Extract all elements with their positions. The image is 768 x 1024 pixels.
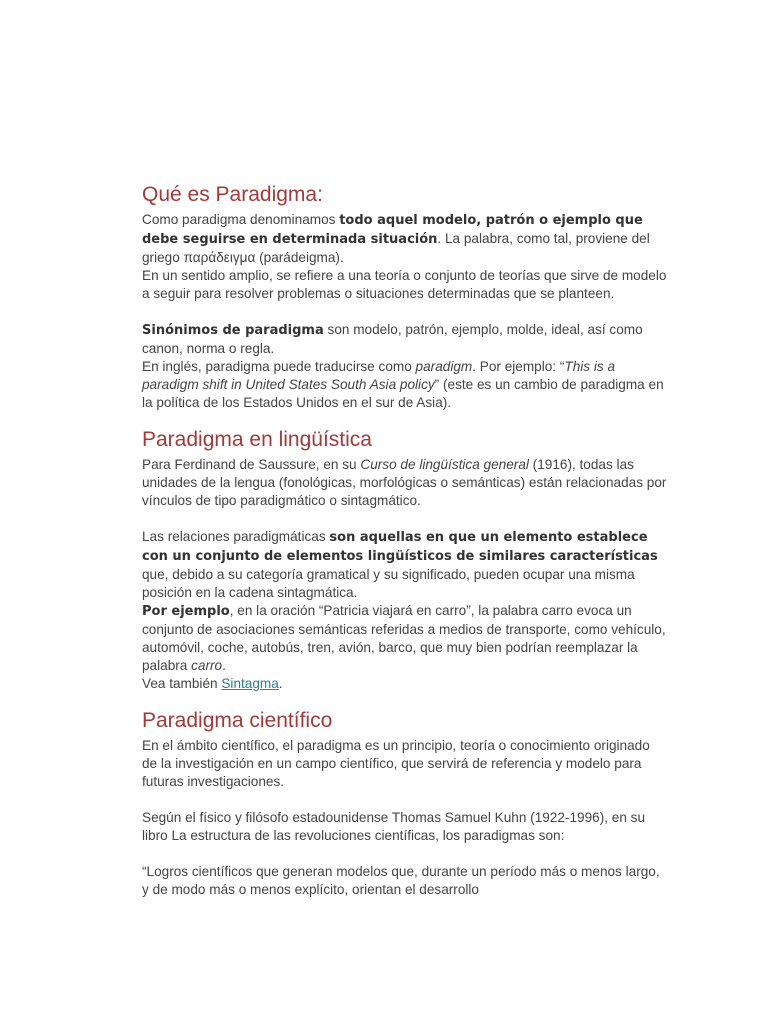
paragraph-quote: “Logros científicos que generan modelos que, durante un período más o menos largo, y de modo más o menos explícito, orientan el desarrollo <box>142 864 660 897</box>
text-run: Para Ferdinand de Saussure, en su <box>142 457 361 472</box>
text-run: Como paradigma denominamos <box>142 212 340 227</box>
paragraph-definition <box>142 211 667 267</box>
bold-text: Sinónimos de paradigma <box>142 323 324 338</box>
italic-text: carro <box>191 658 223 673</box>
paragraph-kuhn: Según el físico y filósofo estadounidense Thomas Samuel Kuhn (1922-1996), en su libro La estructura de las revoluciones científicas, los paradigmas son: <box>142 810 646 843</box>
text-run: que, debido a su categoría gramatical y su significado, pueden ocupar una misma posición en la cadena sintagmática. <box>142 567 635 600</box>
italic-text: Curso de lingüística general <box>360 457 529 472</box>
paragraph-broad-sense: En un sentido amplio, se refiere a una teoría o conjunto de teorías que sirve de modelo a seguir para resolver problemas o situaciones determinadas que se planteen. <box>142 268 667 301</box>
text-run: . <box>278 676 283 691</box>
paragraph-relations <box>142 528 667 602</box>
bold-text: son aquellas en que un elemento establece con un conjunto de elementos lingüísticos de similares características <box>142 530 658 564</box>
paragraph-english <box>142 358 667 412</box>
italic-text: paradigm <box>415 359 473 374</box>
paragraph-see-also <box>142 675 667 693</box>
text-run: . <box>222 658 226 673</box>
italic-text: This is a paradigm shift in United States South Asia policy <box>142 359 616 392</box>
section-heading-scientific: Paradigma científico <box>142 709 333 732</box>
text-run: Las relaciones paradigmáticas <box>142 529 330 544</box>
text-run: En inglés, paradigma puede traducirse como <box>142 359 416 374</box>
bold-text: todo aquel modelo, patrón o ejemplo que debe seguirse en determinada situación <box>142 213 643 247</box>
text-run: . Por ejemplo: “ <box>472 359 565 374</box>
paragraph-example <box>142 602 667 675</box>
text-run: , en la oración “Patricia viajará en carro”, la palabra carro evoca un conjunto de asociaciones semánticas referidas a medios de transporte, como vehículo, automóvil, coche, autobús, tren, avión, barco, que muy bien podrían reemplazar la palabra <box>142 603 666 673</box>
text-run: ” (este es un cambio de paradigma en la política de los Estados Unidos en el sur de Asia). <box>142 377 664 410</box>
text-run: son modelo, patrón, ejemplo, molde, ideal, así como canon, norma o regla. <box>142 322 643 356</box>
paragraph-synonyms <box>142 321 667 358</box>
section-heading-linguistics: Paradigma en lingüística <box>142 428 372 451</box>
text-run: . La palabra, como tal, proviene del griego παράδειγμα (parádeigma). <box>142 231 650 265</box>
bold-text: Por ejemplo <box>142 604 230 619</box>
article-body <box>142 181 667 899</box>
link-sintagma[interactable]: Sintagma <box>221 676 279 691</box>
text-run: Vea también <box>142 676 222 691</box>
paragraph-scientific-scope: En el ámbito científico, el paradigma es un principio, teoría o conocimiento originado de la investigación en un campo científico, que servirá de referencia y modelo para futuras investigaciones. <box>142 738 650 789</box>
text-run: (1916), todas las unidades de la lengua (fonológicas, morfológicas o semánticas) están relacionadas por vínculos de tipo paradigmático o sintagmático. <box>142 457 667 508</box>
paragraph-saussure <box>142 456 667 510</box>
page-title: Qué es Paradigma: <box>142 183 323 206</box>
